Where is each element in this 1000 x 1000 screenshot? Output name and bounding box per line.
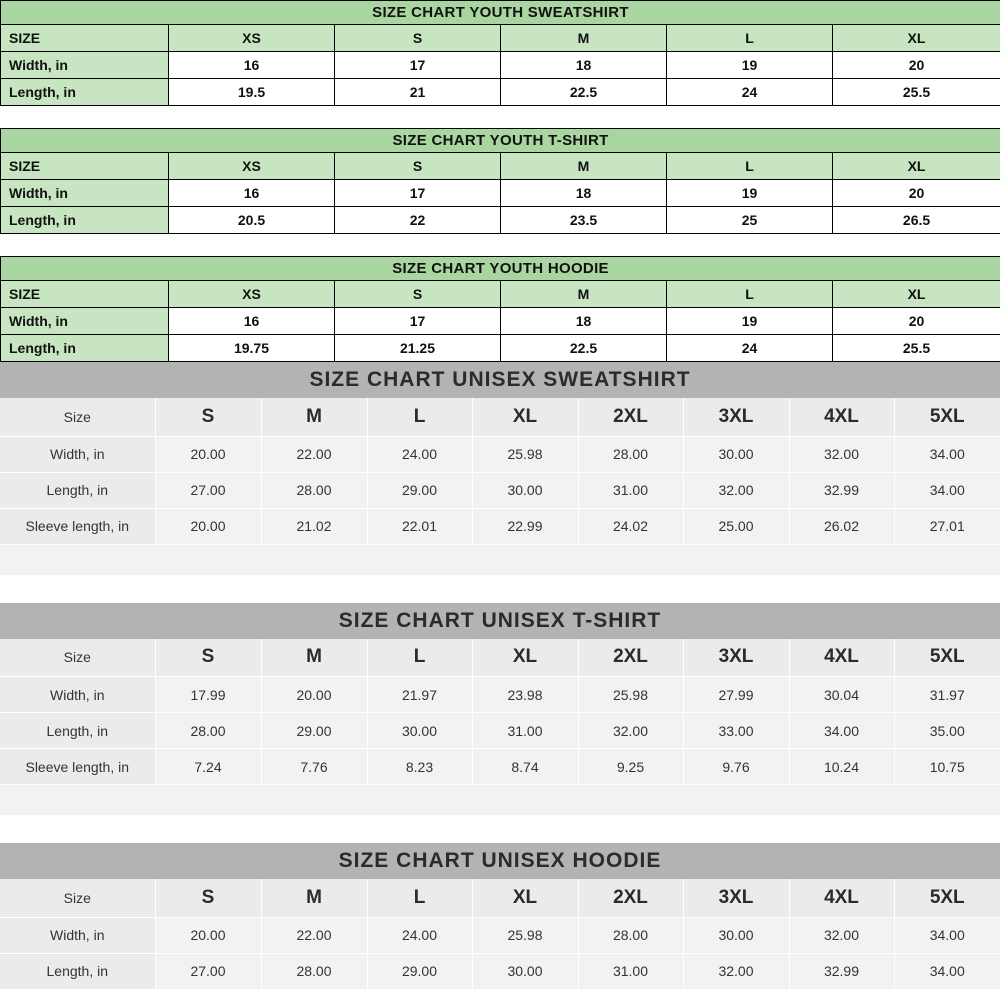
cell: 30.04 — [789, 677, 894, 713]
table-row — [0, 917, 1000, 953]
row-label: Width, in — [0, 917, 155, 953]
row-label: Width, in — [1, 52, 169, 79]
cell: 32.99 — [789, 472, 894, 508]
cell: 9.25 — [578, 749, 683, 785]
row-label: Sleeve length, in — [0, 749, 155, 785]
header-size-5xl: 5XL — [894, 398, 1000, 436]
cell: 24.00 — [367, 917, 472, 953]
header-size-4xl: 4XL — [789, 639, 894, 677]
header-size-4xl: 4XL — [789, 398, 894, 436]
cell: 28.00 — [261, 472, 367, 508]
cell: 34.00 — [894, 436, 1000, 472]
cell: 10.24 — [789, 749, 894, 785]
cell: 21 — [335, 79, 501, 106]
table-row — [1, 308, 1000, 335]
cell: 8.23 — [367, 749, 472, 785]
cell: 27.99 — [683, 677, 789, 713]
youth-hoodie-block — [0, 256, 1000, 362]
cell: 16 — [169, 308, 335, 335]
cell: 20 — [833, 180, 1000, 207]
row-label: Width, in — [1, 180, 169, 207]
header-size-label: Size — [0, 879, 155, 917]
row-label: Sleeve length, in — [0, 508, 155, 544]
header-size-s: S — [155, 639, 261, 677]
cell: 19.75 — [169, 335, 335, 362]
header-size-m: M — [501, 281, 667, 308]
header-size-l: L — [367, 879, 472, 917]
row-label: Length, in — [1, 79, 169, 106]
cell: 30.00 — [683, 917, 789, 953]
cell: 7.24 — [155, 749, 261, 785]
spacer — [0, 234, 1000, 256]
cell: 28.00 — [578, 436, 683, 472]
cell: 17.99 — [155, 677, 261, 713]
header-size-xs: XS — [169, 153, 335, 180]
header-size-label: Size — [0, 639, 155, 677]
cell: 23.5 — [501, 207, 667, 234]
table-row — [0, 749, 1000, 785]
cell: 24 — [667, 335, 833, 362]
table-title: SIZE CHART UNISEX SWEATSHIRT — [0, 362, 1000, 398]
cell: 19 — [667, 180, 833, 207]
header-size-3xl: 3XL — [683, 879, 789, 917]
header-size-label: SIZE — [1, 25, 169, 52]
cell: 32.00 — [683, 472, 789, 508]
spacer — [0, 785, 1000, 815]
header-size-4xl: 4XL — [789, 879, 894, 917]
cell: 18 — [501, 52, 667, 79]
header-size-m: M — [261, 879, 367, 917]
cell: 31.00 — [578, 472, 683, 508]
cell: 19.5 — [169, 79, 335, 106]
cell: 20.5 — [169, 207, 335, 234]
cell: 32.00 — [789, 917, 894, 953]
header-size-xl: XL — [472, 879, 578, 917]
cell: 8.74 — [472, 749, 578, 785]
youth-sweatshirt-block — [0, 0, 1000, 106]
spacer — [0, 106, 1000, 128]
cell: 31.97 — [894, 677, 1000, 713]
table-title: SIZE CHART UNISEX T-SHIRT — [0, 603, 1000, 639]
spacer — [0, 815, 1000, 843]
cell: 9.76 — [683, 749, 789, 785]
cell: 35.00 — [894, 713, 1000, 749]
cell: 32.00 — [789, 436, 894, 472]
header-size-l: L — [367, 639, 472, 677]
header-size-s: S — [335, 25, 501, 52]
header-size-label: SIZE — [1, 153, 169, 180]
header-size-m: M — [261, 398, 367, 436]
cell: 27.01 — [894, 508, 1000, 544]
unisex-sweatshirt-table — [0, 398, 1000, 545]
cell: 20.00 — [155, 917, 261, 953]
youth-tshirt-block — [0, 128, 1000, 234]
table-row — [0, 508, 1000, 544]
table-row — [0, 713, 1000, 749]
table-header-row — [0, 639, 1000, 677]
unisex-sweatshirt-block — [0, 362, 1000, 575]
header-size-label: SIZE — [1, 281, 169, 308]
cell: 19 — [667, 308, 833, 335]
header-size-5xl: 5XL — [894, 639, 1000, 677]
table-title: SIZE CHART YOUTH HOODIE — [1, 257, 1000, 281]
header-size-m: M — [501, 153, 667, 180]
cell: 20.00 — [155, 508, 261, 544]
header-size-2xl: 2XL — [578, 879, 683, 917]
cell: 31.00 — [578, 953, 683, 989]
cell: 20 — [833, 52, 1000, 79]
cell: 16 — [169, 52, 335, 79]
cell: 26.02 — [789, 508, 894, 544]
cell: 20 — [833, 308, 1000, 335]
cell: 30.00 — [367, 713, 472, 749]
table-header-row — [1, 25, 1000, 52]
cell: 21.97 — [367, 677, 472, 713]
unisex-tshirt-block — [0, 603, 1000, 816]
cell: 26.5 — [833, 207, 1000, 234]
cell: 17 — [335, 52, 501, 79]
cell: 23.98 — [472, 677, 578, 713]
cell: 32.99 — [789, 953, 894, 989]
cell: 28.00 — [261, 953, 367, 989]
row-label: Width, in — [0, 436, 155, 472]
cell: 7.76 — [261, 749, 367, 785]
header-size-2xl: 2XL — [578, 639, 683, 677]
cell: 29.00 — [261, 713, 367, 749]
row-label: Length, in — [0, 713, 155, 749]
cell: 22.00 — [261, 917, 367, 953]
cell: 19 — [667, 52, 833, 79]
cell: 20.00 — [261, 677, 367, 713]
cell: 25.5 — [833, 79, 1000, 106]
cell: 29.00 — [367, 953, 472, 989]
header-size-xs: XS — [169, 25, 335, 52]
table-row — [1, 79, 1000, 106]
row-label: Length, in — [0, 953, 155, 989]
table-title-row — [1, 129, 1000, 153]
cell: 22.5 — [501, 335, 667, 362]
cell: 18 — [501, 308, 667, 335]
table-title-row — [1, 257, 1000, 281]
cell: 17 — [335, 308, 501, 335]
header-size-label: Size — [0, 398, 155, 436]
cell: 21.25 — [335, 335, 501, 362]
youth-hoodie-table — [0, 256, 1000, 362]
header-size-s: S — [155, 398, 261, 436]
cell: 25 — [667, 207, 833, 234]
cell: 34.00 — [894, 472, 1000, 508]
spacer — [0, 575, 1000, 603]
cell: 24.02 — [578, 508, 683, 544]
row-label: Length, in — [1, 207, 169, 234]
table-title: SIZE CHART UNISEX HOODIE — [0, 843, 1000, 879]
header-size-3xl: 3XL — [683, 398, 789, 436]
spacer — [0, 545, 1000, 575]
table-row — [0, 436, 1000, 472]
cell: 30.00 — [683, 436, 789, 472]
table-title: SIZE CHART YOUTH SWEATSHIRT — [1, 1, 1000, 25]
cell: 34.00 — [894, 953, 1000, 989]
cell: 27.00 — [155, 472, 261, 508]
cell: 24 — [667, 79, 833, 106]
header-size-xs: XS — [169, 281, 335, 308]
table-header-row — [1, 153, 1000, 180]
cell: 22 — [335, 207, 501, 234]
cell: 28.00 — [578, 917, 683, 953]
header-size-xl: XL — [833, 153, 1000, 180]
unisex-hoodie-block — [0, 843, 1000, 990]
row-label: Width, in — [1, 308, 169, 335]
cell: 10.75 — [894, 749, 1000, 785]
cell: 30.00 — [472, 953, 578, 989]
cell: 17 — [335, 180, 501, 207]
header-size-m: M — [501, 25, 667, 52]
unisex-tshirt-table — [0, 639, 1000, 786]
cell: 20.00 — [155, 436, 261, 472]
row-label: Length, in — [1, 335, 169, 362]
cell: 21.02 — [261, 508, 367, 544]
table-title: SIZE CHART YOUTH T-SHIRT — [1, 129, 1000, 153]
cell: 22.00 — [261, 436, 367, 472]
unisex-hoodie-table — [0, 879, 1000, 990]
row-label: Width, in — [0, 677, 155, 713]
cell: 25.00 — [683, 508, 789, 544]
cell: 34.00 — [894, 917, 1000, 953]
cell: 32.00 — [578, 713, 683, 749]
table-row — [1, 335, 1000, 362]
header-size-l: L — [667, 281, 833, 308]
header-size-xl: XL — [833, 25, 1000, 52]
cell: 22.01 — [367, 508, 472, 544]
header-size-s: S — [335, 281, 501, 308]
header-size-l: L — [367, 398, 472, 436]
table-row — [0, 472, 1000, 508]
cell: 27.00 — [155, 953, 261, 989]
header-size-2xl: 2XL — [578, 398, 683, 436]
table-header-row — [1, 281, 1000, 308]
header-size-s: S — [155, 879, 261, 917]
table-row — [0, 953, 1000, 989]
cell: 25.98 — [472, 436, 578, 472]
table-header-row — [0, 398, 1000, 436]
table-row — [0, 677, 1000, 713]
cell: 25.5 — [833, 335, 1000, 362]
row-label: Length, in — [0, 472, 155, 508]
table-header-row — [0, 879, 1000, 917]
table-row — [1, 180, 1000, 207]
cell: 16 — [169, 180, 335, 207]
cell: 33.00 — [683, 713, 789, 749]
table-row — [1, 52, 1000, 79]
cell: 34.00 — [789, 713, 894, 749]
header-size-3xl: 3XL — [683, 639, 789, 677]
header-size-5xl: 5XL — [894, 879, 1000, 917]
cell: 31.00 — [472, 713, 578, 749]
cell: 24.00 — [367, 436, 472, 472]
cell: 18 — [501, 180, 667, 207]
header-size-xl: XL — [833, 281, 1000, 308]
cell: 22.5 — [501, 79, 667, 106]
cell: 30.00 — [472, 472, 578, 508]
header-size-m: M — [261, 639, 367, 677]
header-size-l: L — [667, 25, 833, 52]
header-size-s: S — [335, 153, 501, 180]
cell: 29.00 — [367, 472, 472, 508]
youth-tshirt-table — [0, 128, 1000, 234]
cell: 32.00 — [683, 953, 789, 989]
header-size-xl: XL — [472, 398, 578, 436]
cell: 22.99 — [472, 508, 578, 544]
youth-sweatshirt-table — [0, 0, 1000, 106]
header-size-xl: XL — [472, 639, 578, 677]
header-size-l: L — [667, 153, 833, 180]
table-title-row — [1, 1, 1000, 25]
cell: 28.00 — [155, 713, 261, 749]
cell: 25.98 — [472, 917, 578, 953]
cell: 25.98 — [578, 677, 683, 713]
table-row — [1, 207, 1000, 234]
